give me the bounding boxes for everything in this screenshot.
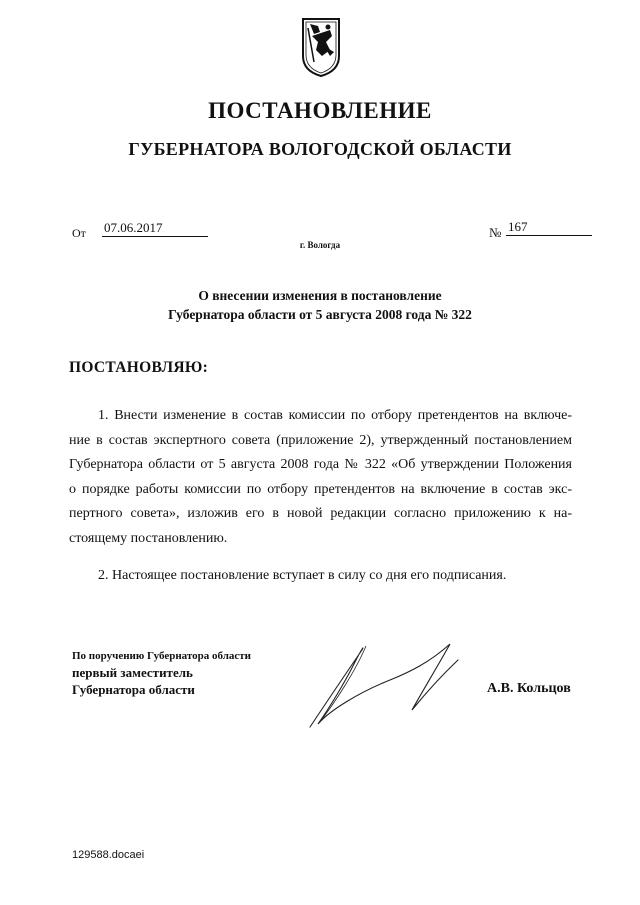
document-number: 167 [506, 219, 592, 236]
signer-name: А.В. Кольцов [487, 681, 571, 696]
signatory-line: Губернатора области [72, 682, 195, 697]
paragraph-2 [69, 564, 572, 589]
number-label: № [489, 225, 502, 240]
paragraph-line: стоящему постановлению. [69, 530, 228, 546]
paragraph-line: 2. Настоящее постановление вступает в силу со дня его подписания. [98, 568, 507, 583]
paragraph-line: о порядке работы комиссии по отбору претендентов на включение в состав экс- [69, 481, 572, 497]
subject-line: О внесении изменения в постановление [198, 288, 442, 303]
signatory-line: первый заместитель [72, 665, 193, 680]
paragraph-line: Губернатора области от 5 августа 2008 года № 322 «Об утверждении Положения [69, 457, 572, 472]
decree-heading: ПОСТАНОВЛЯЮ: [69, 359, 209, 376]
coat-of-arms-icon [300, 16, 342, 78]
signatory-title [72, 648, 251, 698]
document-subject [0, 286, 640, 324]
document-date: 07.06.2017 [102, 220, 208, 237]
subject-line: Губернатора области от 5 августа 2008 года № 322 [168, 307, 472, 322]
document-title: ПОСТАНОВЛЕНИЕ [208, 98, 432, 123]
city: г. Вологда [299, 240, 341, 250]
date-label: От [72, 226, 86, 240]
document-subtitle: ГУБЕРНАТОРА ВОЛОГОДСКОЙ ОБЛАСТИ [128, 139, 512, 159]
signatory-line: По поручению Губернатора области [72, 650, 252, 662]
paragraph-1 [69, 404, 572, 551]
document-reference: 129588.docaei [72, 849, 145, 861]
handwritten-signature [300, 632, 470, 732]
paragraph-line: ние в состав экспертного совета (приложение 2), утвержденный постановлением [69, 432, 572, 448]
paragraph-line: пертного совета», изложив его в новой редакции согласно приложению к на- [69, 506, 572, 521]
paragraph-line: 1. Внести изменение в состав комиссии по отбору претендентов на включе- [98, 408, 572, 423]
